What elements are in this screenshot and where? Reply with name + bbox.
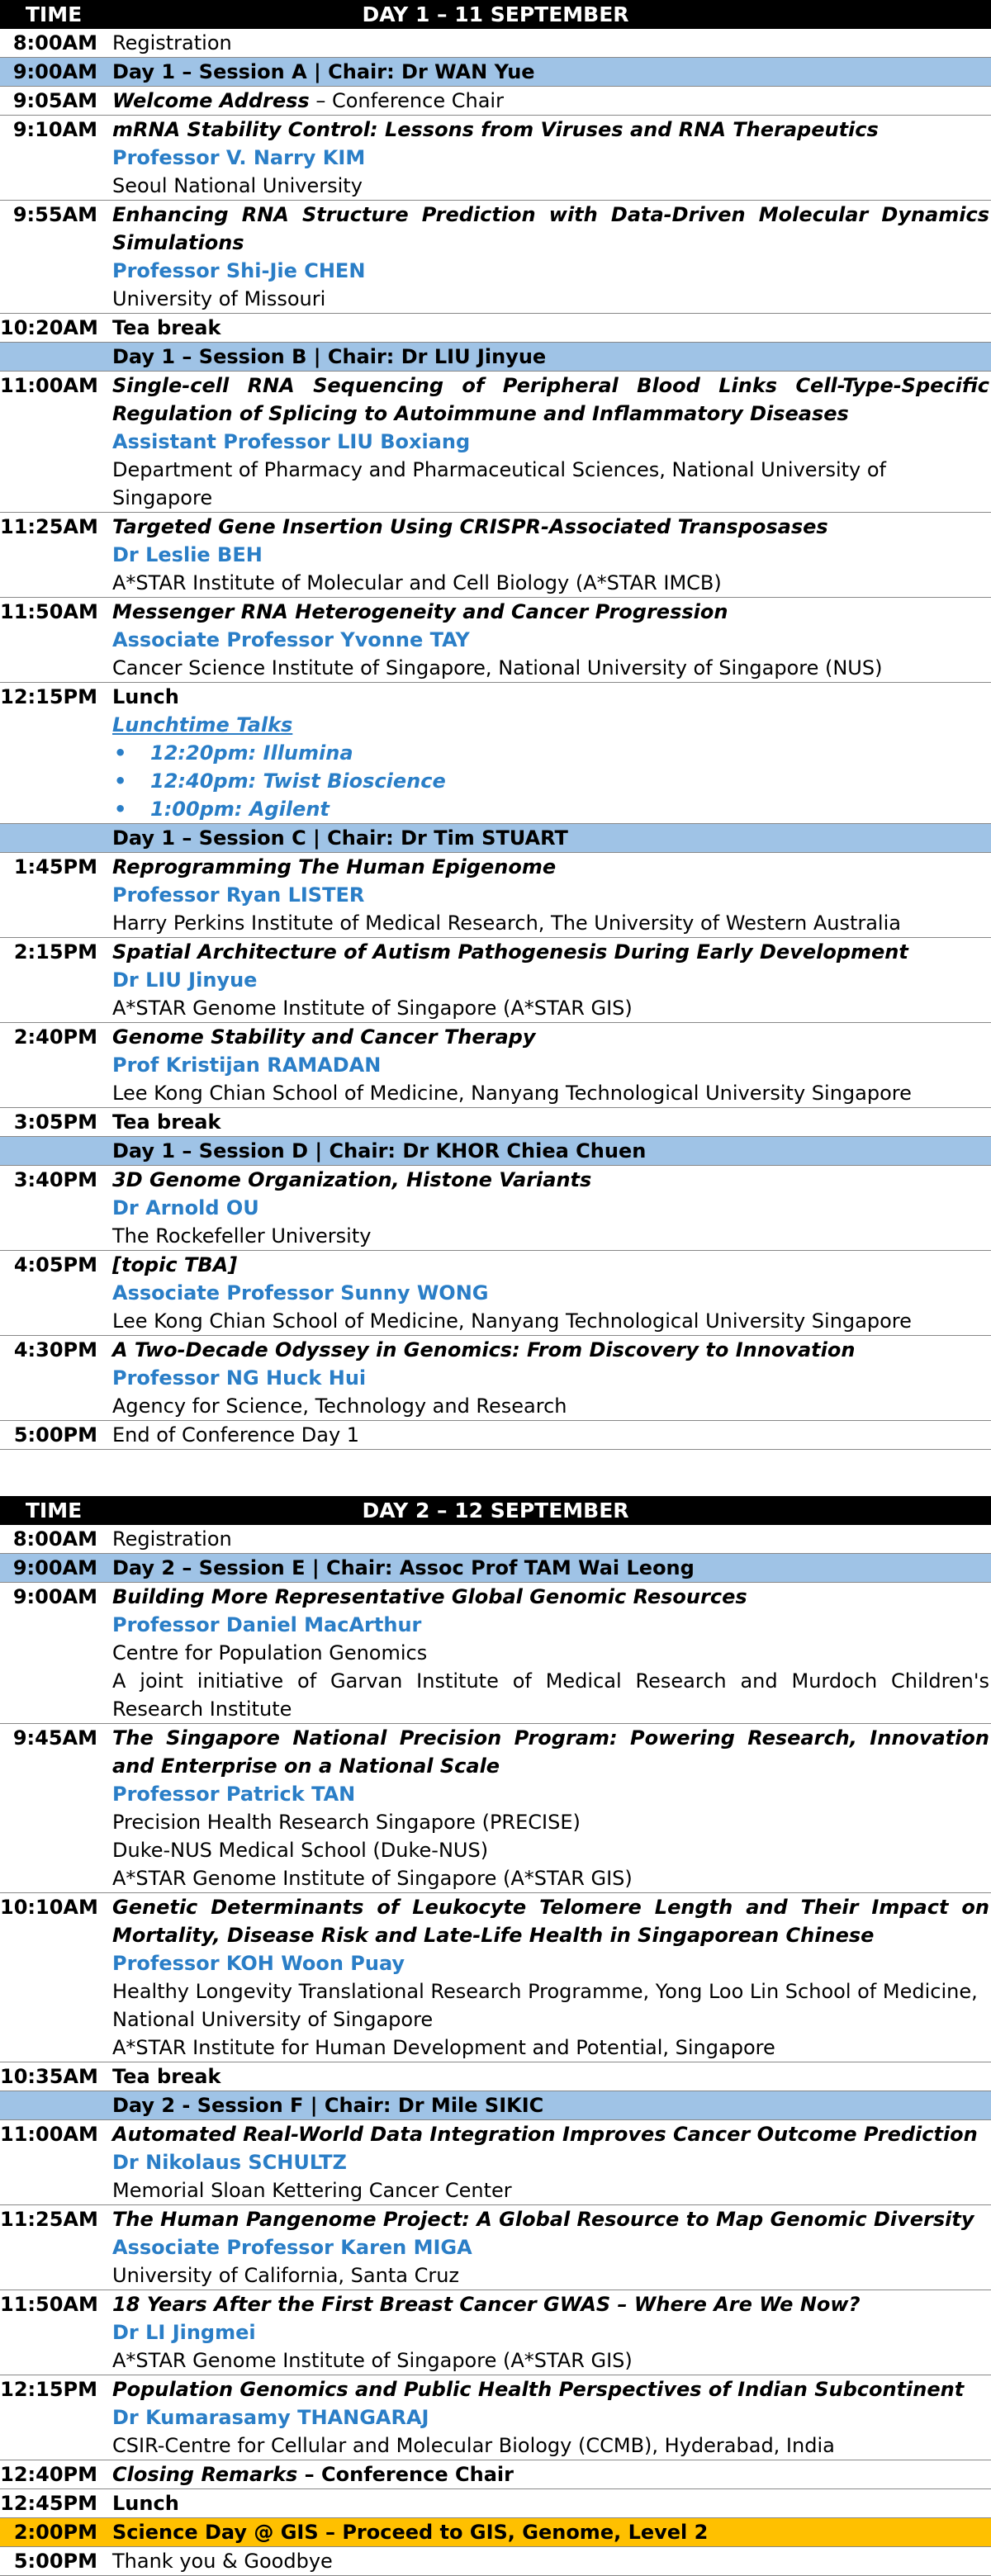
time-slot: 9:00AM xyxy=(12,1585,97,1608)
session-title: Day 2 – Session E | Chair: Assoc Prof TAM Wai Leong xyxy=(112,1556,695,1579)
row-content xyxy=(112,2091,991,2119)
row-content xyxy=(112,2518,991,2546)
agenda-item: Tea break xyxy=(112,2065,221,2088)
time-slot xyxy=(0,343,112,371)
schedule-row xyxy=(0,1525,991,1554)
time-slot: 11:50AM xyxy=(0,600,98,623)
row-content xyxy=(112,683,991,823)
talk-row xyxy=(0,116,991,201)
row-content xyxy=(112,1251,991,1335)
speaker-name: Dr Leslie BEH xyxy=(112,543,263,566)
time-slot: 12:45PM xyxy=(0,2492,97,2515)
speaker-name: Professor Patrick TAN xyxy=(112,1783,356,1806)
agenda-item: Tea break xyxy=(112,1110,221,1134)
talk-row xyxy=(0,2205,991,2290)
row-content xyxy=(112,2460,991,2488)
row-content xyxy=(112,938,991,1022)
row-content xyxy=(112,201,991,313)
row-content xyxy=(112,513,991,597)
time-slot: 11:25AM xyxy=(0,2208,98,2231)
time-slot: 11:25AM xyxy=(0,515,98,538)
talk-title: Targeted Gene Insertion Using CRISPR-Associated Transposases xyxy=(112,515,828,538)
affiliation: A*STAR Genome Institute of Singapore (A*STAR GIS) xyxy=(112,997,633,1020)
time-slot: 10:35AM xyxy=(0,2065,98,2088)
talk-title: Messenger RNA Heterogeneity and Cancer Progression xyxy=(112,600,728,623)
time-slot: 5:00PM xyxy=(13,2550,97,2573)
affiliation: Duke-NUS Medical School (Duke-NUS) xyxy=(112,1839,489,1862)
time-slot: 11:00AM xyxy=(0,2123,98,2146)
talk-row xyxy=(0,598,991,683)
time-slot: 12:40PM xyxy=(0,2463,97,2486)
time-slot: 1:45PM xyxy=(13,855,97,878)
row-content xyxy=(112,58,991,86)
row-content xyxy=(112,1166,991,1250)
talk-row xyxy=(0,513,991,598)
talk-title: Reprogramming The Human Epigenome xyxy=(112,855,557,878)
affiliation: Agency for Science, Technology and Research xyxy=(112,1395,567,1418)
time-slot: 8:00AM xyxy=(12,1527,97,1551)
time-slot: 9:05AM xyxy=(12,89,97,112)
lunchtime-talk-item: • 1:00pm: Agilent xyxy=(130,795,989,823)
time-slot: 10:20AM xyxy=(0,316,98,339)
talk-row xyxy=(0,1893,991,2062)
time-column-header: TIME xyxy=(25,1499,83,1522)
speaker-name: Professor KOH Woon Puay xyxy=(112,1952,405,1975)
affiliation: Seoul National University xyxy=(112,174,363,197)
affiliation: Registration xyxy=(112,1527,232,1551)
affiliation: Harry Perkins Institute of Medical Research, The University of Western Australia xyxy=(112,912,901,935)
talk-title: The Human Pangenome Project: A Global Resource to Map Genomic Diversity xyxy=(112,2208,974,2231)
schedule-row xyxy=(0,683,991,824)
speaker-name: Dr Arnold OU xyxy=(112,1196,259,1219)
speaker-name: Professor NG Huck Hui xyxy=(112,1366,367,1390)
talk-title: Enhancing RNA Structure Prediction with Data-Driven Molecular Dynamics Simulations xyxy=(112,203,989,254)
row-content xyxy=(112,29,991,57)
row-content xyxy=(112,87,991,115)
lunchtime-talks-link[interactable]: Lunchtime Talks xyxy=(112,713,293,736)
time-slot: 11:50AM xyxy=(0,2293,98,2316)
schedule-row xyxy=(0,2547,991,2576)
affiliation: University of California, Santa Cruz xyxy=(112,2264,460,2287)
time-slot: 9:00AM xyxy=(12,1556,97,1579)
time-slot xyxy=(0,2091,112,2119)
talk-title: Spatial Architecture of Autism Pathogenesis During Early Development xyxy=(112,940,908,964)
schedule-row xyxy=(0,2062,991,2091)
affiliation: Healthy Longevity Translational Research Programme, Yong Loo Lin School of Medicine, National University of Singapore xyxy=(112,1980,978,2031)
talk-title: [topic TBA] xyxy=(112,1253,238,1276)
time-slot: 4:05PM xyxy=(13,1253,97,1276)
schedule-header xyxy=(0,0,991,29)
lunchtime-talk-item: • 12:40pm: Twist Bioscience xyxy=(130,767,989,795)
agenda-item xyxy=(112,2460,989,2488)
speaker-name: Dr Nikolaus SCHULTZ xyxy=(112,2151,347,2174)
speaker-name: Dr Kumarasamy THANGARAJ xyxy=(112,2406,429,2429)
affiliation: Centre for Population Genomics xyxy=(112,1641,428,1664)
affiliation: Department of Pharmacy and Pharmaceutical Sciences, National University of Singapore xyxy=(112,458,886,509)
row-content xyxy=(112,824,991,852)
row-content xyxy=(112,2375,991,2460)
affiliation: End of Conference Day 1 xyxy=(112,1423,360,1447)
talk-row xyxy=(0,1166,991,1251)
time-slot: 4:30PM xyxy=(13,1338,97,1361)
schedule-row xyxy=(0,2489,991,2518)
affiliation: The Rockefeller University xyxy=(112,1224,372,1248)
agenda-item xyxy=(112,87,989,115)
row-content xyxy=(112,116,991,200)
time-slot xyxy=(0,1137,112,1165)
speaker-name: Associate Professor Yvonne TAY xyxy=(112,628,470,651)
row-content xyxy=(112,853,991,937)
talk-row xyxy=(0,1583,991,1724)
row-content xyxy=(112,1421,991,1449)
speaker-name: Professor Daniel MacArthur xyxy=(112,1613,422,1636)
talk-title: Genome Stability and Cancer Therapy xyxy=(112,1025,536,1049)
session-title: Day 1 – Session D | Chair: Dr KHOR Chiea Chuen xyxy=(112,1139,647,1163)
session-header-row xyxy=(0,1554,991,1583)
session-title: Day 1 – Session A | Chair: Dr WAN Yue xyxy=(112,60,535,83)
time-slot: 3:05PM xyxy=(13,1110,97,1134)
talk-title: Single-cell RNA Sequencing of Peripheral Blood Links Cell-Type-Specific Regulation of Splicing to Autoimmune and Inflammatory Diseases xyxy=(112,374,989,425)
time-slot: 3:40PM xyxy=(13,1168,97,1191)
row-content xyxy=(112,372,991,512)
speaker-name: Dr LI Jingmei xyxy=(112,2321,256,2344)
time-slot: 5:00PM xyxy=(13,1423,97,1447)
agenda-item: Science Day @ GIS – Proceed to GIS, Genome, Level 2 xyxy=(112,2521,709,2544)
talk-title: Automated Real-World Data Integration Improves Cancer Outcome Prediction xyxy=(112,2123,978,2146)
row-content xyxy=(112,1525,991,1553)
day-title: DAY 1 – 11 SEPTEMBER xyxy=(362,2,629,26)
time-slot: 11:00AM xyxy=(0,374,98,397)
talk-title: Building More Representative Global Genomic Resources xyxy=(112,1585,747,1608)
session-header-row xyxy=(0,824,991,853)
affiliation: Memorial Sloan Kettering Cancer Center xyxy=(112,2179,512,2202)
schedule-row xyxy=(0,314,991,343)
session-header-row xyxy=(0,343,991,372)
row-content xyxy=(112,2120,991,2204)
talk-row xyxy=(0,201,991,314)
talk-title: A Two-Decade Odyssey in Genomics: From Discovery to Innovation xyxy=(112,1338,856,1361)
row-content xyxy=(112,1108,991,1136)
row-content xyxy=(112,2205,991,2290)
lunchtime-talk-item: • 12:20pm: Illumina xyxy=(130,739,989,767)
speaker-name: Professor Shi-Jie CHEN xyxy=(112,259,366,282)
talk-row xyxy=(0,1023,991,1108)
item-title: Closing Remarks xyxy=(112,2463,298,2486)
day-separator xyxy=(0,1450,991,1496)
time-slot: 8:00AM xyxy=(12,31,97,54)
affiliation: Lee Kong Chian School of Medicine, Nanyang Technological University Singapore xyxy=(112,1082,912,1105)
day-2-schedule xyxy=(0,1496,991,2576)
time-slot: 9:00AM xyxy=(12,60,97,83)
schedule-row xyxy=(0,1108,991,1137)
time-slot: 12:15PM xyxy=(0,2378,97,2401)
session-title: Day 1 – Session C | Chair: Dr Tim STUART xyxy=(112,826,568,850)
row-content xyxy=(112,1724,991,1892)
affiliation: University of Missouri xyxy=(112,287,326,310)
agenda-item: Lunch xyxy=(112,685,179,708)
time-slot: 9:55AM xyxy=(12,203,97,226)
row-content xyxy=(112,343,991,371)
talk-row xyxy=(0,853,991,938)
row-content xyxy=(112,2547,991,2575)
row-content xyxy=(112,1893,991,2062)
schedule-row xyxy=(0,2460,991,2489)
time-slot: 2:00PM xyxy=(13,2521,97,2544)
agenda-item: Tea break xyxy=(112,316,221,339)
schedule-row xyxy=(0,1421,991,1450)
talk-row xyxy=(0,372,991,513)
row-content xyxy=(112,1336,991,1420)
session-title: Day 2 - Session F | Chair: Dr Mile SIKIC xyxy=(112,2094,544,2117)
talk-row xyxy=(0,2375,991,2460)
affiliation: A*STAR Institute for Human Development and Potential, Singapore xyxy=(112,2036,775,2059)
talk-title: Genetic Determinants of Leukocyte Telomere Length and Their Impact on Mortality, Disease Risk and Late-Life Health in Singaporean Chinese xyxy=(112,1896,989,1947)
time-slot xyxy=(0,824,112,852)
row-content xyxy=(112,1583,991,1723)
schedule-row xyxy=(0,87,991,116)
schedule-row xyxy=(0,29,991,58)
row-content xyxy=(112,2290,991,2375)
time-slot: 2:15PM xyxy=(13,940,97,964)
talk-row xyxy=(0,1336,991,1421)
row-content xyxy=(112,314,991,342)
time-slot: 10:10AM xyxy=(0,1896,98,1919)
time-slot: 9:10AM xyxy=(12,118,97,141)
row-content xyxy=(112,1137,991,1165)
affiliation: CSIR-Centre for Cellular and Molecular Biology (CCMB), Hyderabad, India xyxy=(112,2434,835,2457)
talk-row xyxy=(0,2120,991,2205)
time-slot: 2:40PM xyxy=(13,1025,97,1049)
session-header-row xyxy=(0,1137,991,1166)
talk-row xyxy=(0,938,991,1023)
affiliation: Precision Health Research Singapore (PRECISE) xyxy=(112,1811,581,1834)
row-content xyxy=(112,2489,991,2517)
affiliation: Registration xyxy=(112,31,232,54)
session-header-row xyxy=(0,58,991,87)
talk-title: mRNA Stability Control: Lessons from Viruses and RNA Therapeutics xyxy=(112,118,879,141)
agenda-item: Lunch xyxy=(112,2492,179,2515)
affiliation-note: A joint initiative of Garvan Institute of Medical Research and Murdoch Children's Research Institute xyxy=(112,1669,989,1721)
speaker-name: Assistant Professor LIU Boxiang xyxy=(112,430,471,453)
time-slot: 12:15PM xyxy=(0,685,97,708)
item-note: – Conference Chair xyxy=(309,89,504,112)
affiliation: Thank you & Goodbye xyxy=(112,2550,333,2573)
talk-title: 18 Years After the First Breast Cancer GWAS – Where Are We Now? xyxy=(112,2293,861,2316)
affiliation: A*STAR Institute of Molecular and Cell Biology (A*STAR IMCB) xyxy=(112,571,722,594)
schedule-header xyxy=(0,1496,991,1525)
speaker-name: Associate Professor Karen MIGA xyxy=(112,2236,472,2259)
session-title: Day 1 – Session B | Chair: Dr LIU Jinyue xyxy=(112,345,547,368)
row-content xyxy=(112,1023,991,1107)
speaker-name: Professor V. Narry KIM xyxy=(112,146,366,169)
row-content xyxy=(112,598,991,682)
speaker-name: Prof Kristijan RAMADAN xyxy=(112,1054,382,1077)
speaker-name: Associate Professor Sunny WONG xyxy=(112,1281,489,1305)
talk-title: The Singapore National Precision Program: Powering Research, Innovation and Enterprise on a National Scale xyxy=(112,1726,989,1778)
talk-title: 3D Genome Organization, Histone Variants xyxy=(112,1168,592,1191)
row-content xyxy=(112,2062,991,2091)
talk-row xyxy=(0,2290,991,2375)
day-title: DAY 2 – 12 SEPTEMBER xyxy=(362,1499,629,1522)
affiliation: Lee Kong Chian School of Medicine, Nanyang Technological University Singapore xyxy=(112,1309,912,1333)
time-slot: 9:45AM xyxy=(12,1726,97,1750)
affiliation: A*STAR Genome Institute of Singapore (A*STAR GIS) xyxy=(112,2349,633,2372)
item-title: Welcome Address xyxy=(112,89,310,112)
affiliation: Cancer Science Institute of Singapore, National University of Singapore (NUS) xyxy=(112,656,883,680)
talk-row xyxy=(0,1251,991,1336)
session-header-row xyxy=(0,2091,991,2120)
time-column-header: TIME xyxy=(25,2,83,26)
lunchtime-talks-list xyxy=(112,739,989,823)
affiliation: A*STAR Genome Institute of Singapore (A*STAR GIS) xyxy=(112,1867,633,1890)
item-note: – Conference Chair xyxy=(297,2463,514,2486)
speaker-name: Professor Ryan LISTER xyxy=(112,883,365,907)
row-content xyxy=(112,1554,991,1582)
talk-title: Population Genomics and Public Health Perspectives of Indian Subcontinent xyxy=(112,2378,965,2401)
speaker-name: Dr LIU Jinyue xyxy=(112,968,258,992)
talk-row xyxy=(0,1724,991,1893)
